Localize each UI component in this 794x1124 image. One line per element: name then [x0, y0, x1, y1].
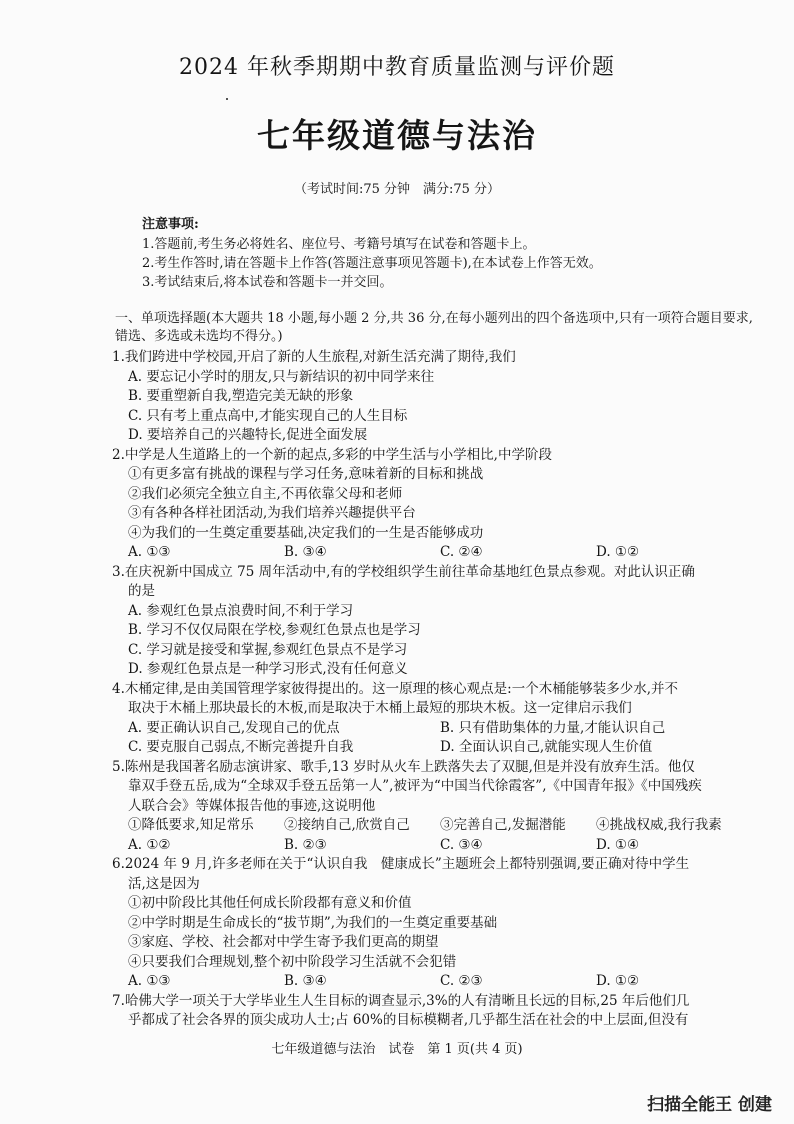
option-d: D. ①② [596, 973, 640, 989]
options-row [112, 836, 752, 856]
question-stem-line: 6.2024 年 9 月,许多老师在关于“认识自我 健康成长”主题班会上都特别强调,要正确对待中学生 [112, 856, 690, 872]
notes-block [142, 216, 762, 293]
option-b: B. ③④ [284, 544, 327, 560]
exam-info: （考试时间:75 分钟 满分:75 分） [293, 182, 501, 197]
question-2 [112, 446, 752, 563]
options-row [112, 719, 752, 739]
statement: ④为我们的一生奠定重要基础,决定我们的一生是否能够成功 [128, 524, 484, 541]
option-a: A. 要正确认识自己,发现自己的优点 [128, 719, 340, 736]
question-stem-line: 3.在庆祝新中国成立 75 周年活动中,有的学校组织学生前往革命基地红色景点参观。对此认识正确 [112, 563, 695, 580]
question-stem-line: 人联合会》等媒体报告他的事迹,这说明他 [128, 797, 376, 814]
statement: ④只要我们合理规划,整个初中阶段学习生活就不会犯错 [128, 953, 457, 970]
option-d: D. 要培养自己的兴趣特长,促进全面发展 [128, 427, 368, 443]
question-1 [112, 348, 752, 446]
option-c: C. ②③ [440, 973, 483, 989]
option-d: D. 全面认识自己,就能实现人生价值 [440, 739, 653, 755]
option-c: C. 要克服自己弱点,不断完善提升自我 [128, 739, 354, 755]
statements-row [112, 816, 752, 836]
question-7 [112, 992, 752, 1031]
option-c: C. 学习就是接受和掌握,参观红色景点不是学习 [128, 641, 408, 658]
question-6 [112, 855, 752, 992]
scanner-watermark: 扫描全能王 创建 [647, 1095, 772, 1115]
option-b: B. ②③ [284, 836, 327, 853]
question-stem: 1.我们跨进中学校园,开启了新的人生旅程,对新生活充满了期待,我们 [112, 349, 516, 365]
option-d: D. ①② [596, 544, 640, 560]
statement: ①降低要求,知足常乐 [128, 817, 254, 833]
statement: ③完善自己,发掘潜能 [440, 817, 566, 833]
option-b: B. 学习不仅仅局限在学校,参观红色景点也是学习 [128, 622, 421, 638]
statement: ①初中阶段比其他任何成长阶段都有意义和价值 [128, 895, 412, 911]
question-stem-line: 4.木桶定律,是由美国管理学家彼得提出的。这一原理的核心观点是:一个木桶能够装多少水,并不 [112, 680, 679, 697]
questions-list [112, 348, 752, 1031]
options-row [112, 972, 752, 992]
statement: ③家庭、学校、社会都对中学生寄予我们更高的期望 [128, 934, 439, 950]
option-c: C. ②④ [440, 544, 483, 560]
subject-title: 七年级道德与法治 [257, 116, 537, 155]
option-a: A. ①③ [128, 544, 171, 560]
question-3 [112, 563, 752, 680]
page-footer: 七年级道德与法治 试卷 第 1 页(共 4 页) [271, 1042, 523, 1057]
option-a: A. ①③ [128, 973, 171, 989]
notes-heading: 注意事项: [142, 217, 199, 232]
question-stem-line: 5.陈州是我国著名励志演讲家、歌手,13 岁时从火车上跌落失去了双腿,但是并没有放弃生活。他仅 [112, 758, 695, 775]
question-stem-line: 取决于木桶上那块最长的木板,而是取决于木桶上最短的那块木板。这一定律启示我们 [128, 700, 632, 716]
options-row [112, 738, 752, 758]
option-b: B. ③④ [284, 973, 327, 989]
question-5 [112, 758, 752, 856]
options-row [112, 543, 752, 563]
statement: ①有更多富有挑战的课程与学习任务,意味着新的目标和挑战 [128, 466, 484, 482]
note-item: 3.考试结束后,将本试卷和答题卡一并交回。 [142, 275, 393, 290]
statement: ②接纳自己,欣赏自己 [284, 817, 410, 833]
exam-title: 2024 年秋季期期中教育质量监测与评价题 [179, 55, 615, 80]
question-stem-line: 的是 [128, 583, 155, 599]
note-item: 1.答题前,考生务必将姓名、座位号、考籍号填写在试卷和答题卡上。 [142, 237, 536, 252]
section-heading: 一、单项选择题(本大题共 18 小题,每小题 2 分,共 36 分,在每小题列出的四个备选项中,只有一项符合题目要求,错选、多选或未选均不得分。) [115, 311, 753, 344]
question-stem-line: 乎都成了社会各界的顶尖成功人士;占 60%的目标模糊者,几乎都生活在社会的中上层面,但没有 [128, 1012, 689, 1028]
statement: ②中学时期是生命成长的“拔节期”,为我们的一生奠定重要基础 [128, 914, 498, 931]
option-a: A. ①② [128, 836, 171, 853]
option-d: D. ①④ [596, 836, 640, 853]
question-4 [112, 680, 752, 758]
option-a: A. 参观红色景点浪费时间,不利于学习 [128, 602, 354, 619]
option-c: C. ③④ [440, 836, 483, 853]
question-stem-line: 7.哈佛大学一项关于大学毕业生人生目标的调查显示,3%的人有清晰且长远的目标,25 年后他们几 [112, 992, 690, 1009]
scan-speck [226, 98, 228, 100]
statement: ④挑战权威,我行我素 [596, 817, 722, 833]
question-stem-line: 活,这是因为 [128, 875, 200, 892]
option-b: B. 只有借助集体的力量,才能认识自己 [440, 719, 666, 736]
statement: ③有各种各样社团活动,为我们培养兴趣提供平台 [128, 505, 416, 521]
question-stem: 2.中学是人生道路上的一个新的起点,多彩的中学生活与小学相比,中学阶段 [112, 446, 552, 463]
option-a: A. 要忘记小学时的朋友,只与新结识的初中同学来往 [128, 368, 435, 385]
statement: ②我们必须完全独立自主,不再依靠父母和老师 [128, 485, 403, 502]
note-item: 2.考生作答时,请在答题卡上作答(答题注意事项见答题卡),在本试卷上作答无效。 [142, 256, 602, 271]
option-c: C. 只有考上重点高中,才能实现自己的人生目标 [128, 407, 408, 424]
option-d: D. 参观红色景点是一种学习形式,没有任何意义 [128, 661, 408, 677]
option-b: B. 要重塑新自我,塑造完美无缺的形象 [128, 388, 354, 404]
question-stem-line: 靠双手登五岳,成为“全球双手登五岳第一人”,被评为“中国当代徐霞客”,《中国青年报》《中国残疾 [128, 778, 702, 794]
